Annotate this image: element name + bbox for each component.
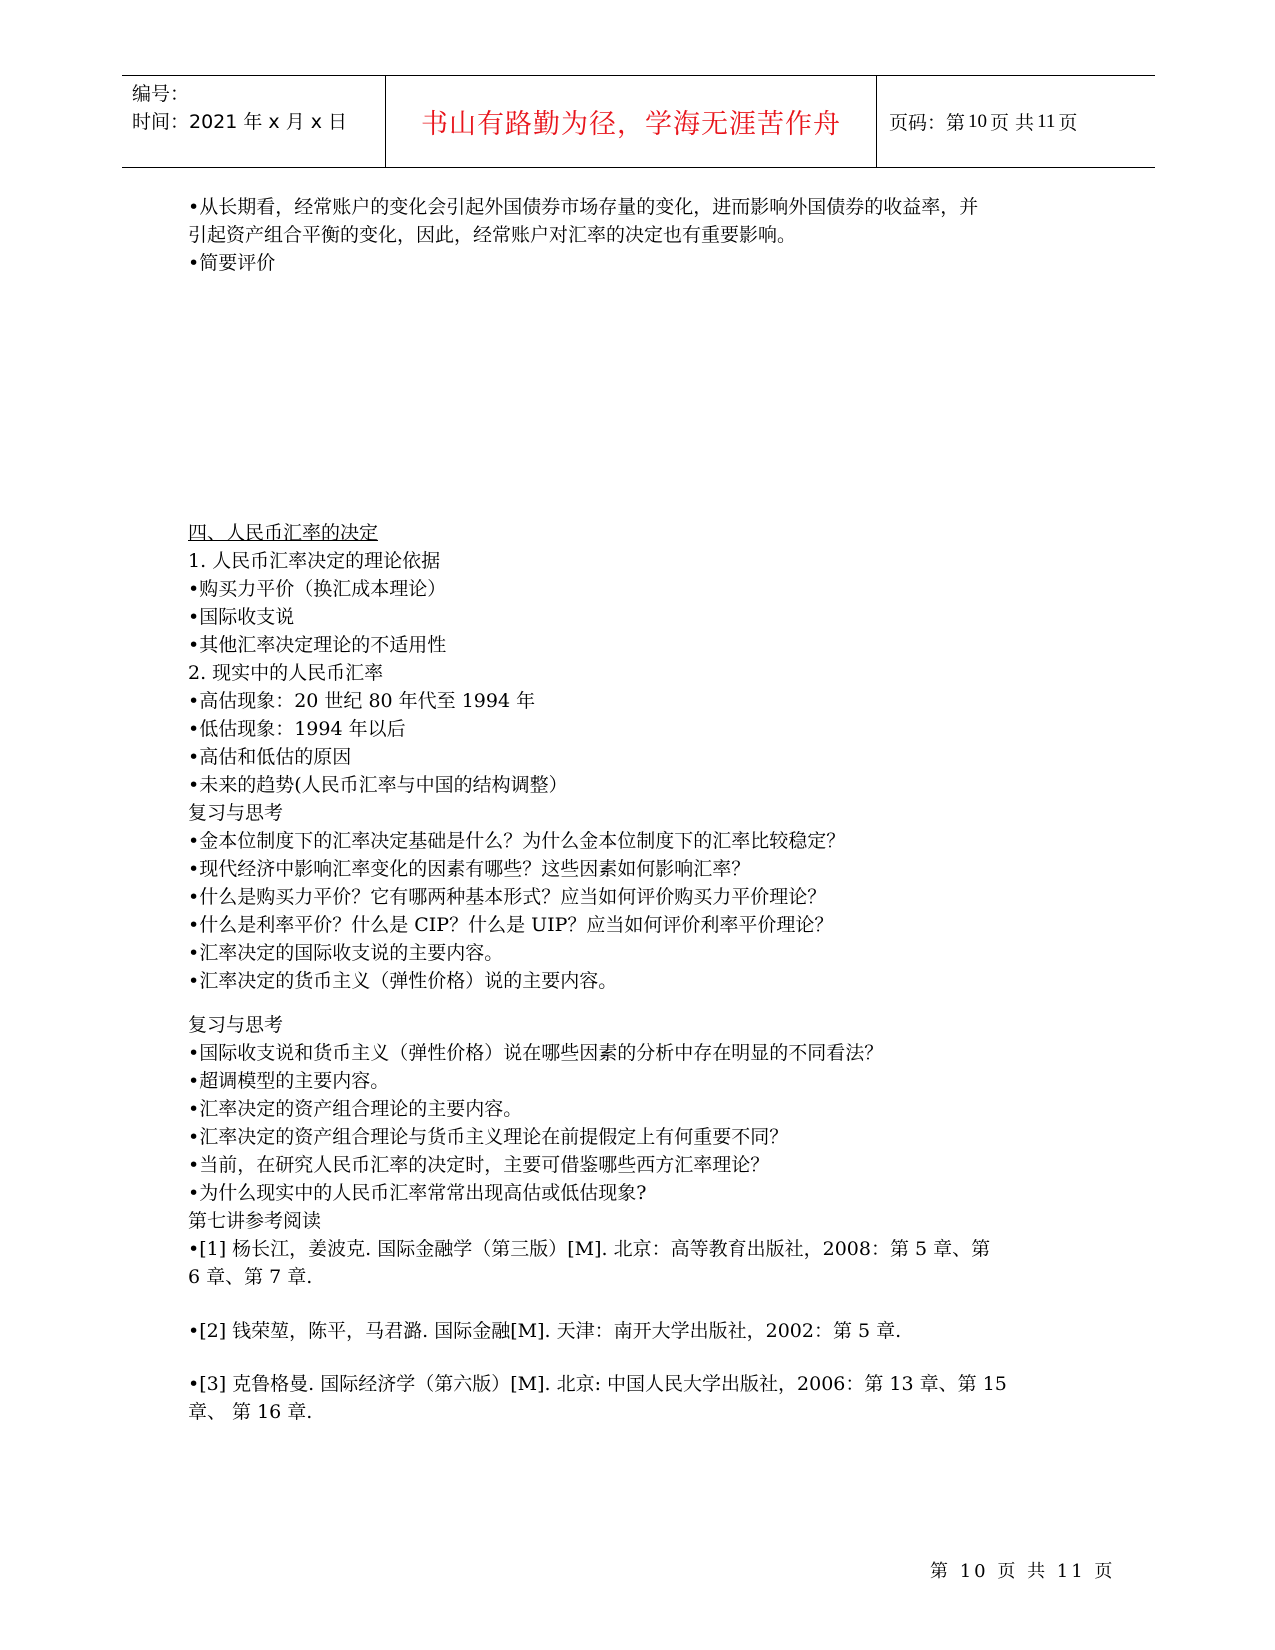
paragraph-line: 2. 现实中的人民币汇率 <box>188 662 384 684</box>
reference-line: •[3] 克鲁格曼. 国际经济学（第六版）[M]. 北京: 中国人民大学出版社，2006：第 13 章、第 15 <box>188 1373 1007 1395</box>
paragraph-line: •什么是利率平价？什么是 CIP？什么是 UIP？应当如何评价利率平价理论？ <box>188 914 834 936</box>
section-rmb <box>188 519 1098 995</box>
number-label: 编号： <box>132 83 190 105</box>
time-label: 时间：2021 年 x 月 x 日 <box>132 111 348 133</box>
section-review-2 <box>188 1011 1098 1235</box>
paragraph-line: •未来的趋势(人民币汇率与中国的结构调整） <box>188 774 568 796</box>
paragraph-line: •简要评价 <box>188 252 276 274</box>
paragraph-line: •国际收支说和货币主义（弹性价格）说在哪些因素的分析中存在明显的不同看法？ <box>188 1042 884 1064</box>
page-suffix: 页 <box>1058 112 1078 134</box>
page-footer: 第 10 页 共 11 页 <box>930 1561 1116 1582</box>
paragraph-line: •什么是购买力平价？它有哪两种基本形式？应当如何评价购买力平价理论？ <box>188 886 827 908</box>
paragraph-line: 1. 人民币汇率决定的理论依据 <box>188 550 441 572</box>
header-motto: 书山有路勤为径，学海无涯苦作舟 <box>386 76 877 167</box>
page-mid: 页 共 <box>990 112 1035 134</box>
paragraph-line: •汇率决定的资产组合理论与货币主义理论在前提假定上有何重要不同？ <box>188 1126 789 1148</box>
page-total: 11 <box>1037 110 1056 132</box>
paragraph-line: •汇率决定的资产组合理论的主要内容。 <box>188 1098 523 1120</box>
paragraph-line: •为什么现实中的人民币汇率常常出现高估或低估现象? <box>188 1182 647 1204</box>
paragraph-line: 第七讲参考阅读 <box>188 1210 322 1232</box>
section-heading: 四、人民币汇率的决定 <box>188 522 379 544</box>
reference-line: 6 章、第 7 章. <box>188 1266 313 1288</box>
paragraph-line: •购买力平价（换汇成本理论） <box>188 578 447 600</box>
reference-line: •[2] 钱荣堃，陈平，马君潞. 国际金融[M]. 天津：南开大学出版社，2002：第 5 章. <box>188 1320 902 1342</box>
paragraph-line: •当前，在研究人民币汇率的决定时，主要可借鉴哪些西方汇率理论？ <box>188 1154 770 1176</box>
header-meta <box>122 76 386 167</box>
paragraph-line: •汇率决定的国际收支说的主要内容。 <box>188 942 504 964</box>
paragraph-line: •国际收支说 <box>188 606 295 628</box>
reference-3 <box>188 1370 1098 1426</box>
reference-1 <box>188 1235 1098 1291</box>
paragraph-line: •其他汇率决定理论的不适用性 <box>188 634 447 656</box>
page-header <box>122 75 1155 168</box>
paragraph-line: •高估现象：20 世纪 80 年代至 1994 年 <box>188 690 536 712</box>
paragraph-line: •高估和低估的原因 <box>188 746 352 768</box>
paragraph-line: •低估现象：1994 年以后 <box>188 718 406 740</box>
paragraph-line: •从长期看，经常账户的变化会引起外国债券市场存量的变化，进而影响外国债券的收益率，并 <box>188 196 979 218</box>
header-page-info <box>877 76 1155 167</box>
paragraph-line: 引起资产组合平衡的变化，因此，经常账户对汇率的决定也有重要影响。 <box>188 224 797 246</box>
paragraph-line: •金本位制度下的汇率决定基础是什么？为什么金本位制度下的汇率比较稳定？ <box>188 830 846 852</box>
reference-2 <box>188 1317 1098 1345</box>
paragraph-line: 复习与思考 <box>188 802 284 824</box>
reference-line: 章、 第 16 章. <box>188 1401 313 1423</box>
paragraph-line: •超调模型的主要内容。 <box>188 1070 390 1092</box>
page-current: 10 <box>968 110 988 132</box>
page-prefix: 页码：第 <box>889 112 966 134</box>
paragraph-line: 复习与思考 <box>188 1014 284 1036</box>
section-top <box>188 193 1098 277</box>
paragraph-line: •汇率决定的货币主义（弹性价格）说的主要内容。 <box>188 970 618 992</box>
reference-line: •[1] 杨长江，姜波克. 国际金融学（第三版）[M]. 北京：高等教育出版社，2008：第 5 章、第 <box>188 1238 991 1260</box>
paragraph-line: •现代经济中影响汇率变化的因素有哪些？这些因素如何影响汇率？ <box>188 858 751 880</box>
